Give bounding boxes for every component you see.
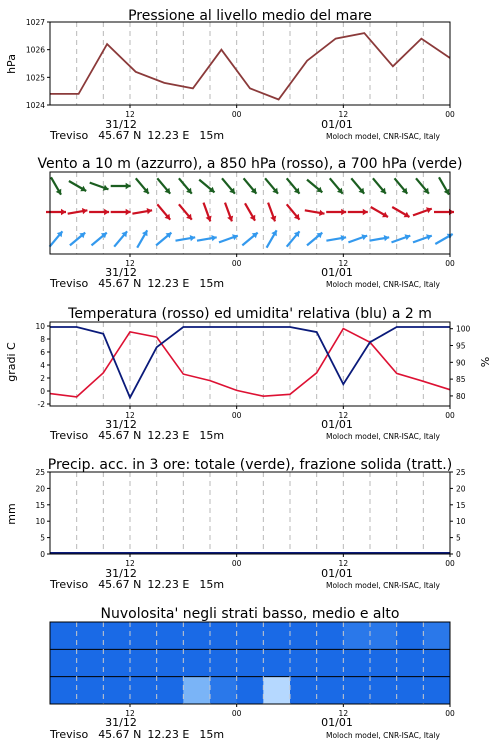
temperature-location: Treviso 45.67 N 12.23 E 15m	[50, 429, 225, 442]
cloud-cell	[317, 677, 344, 704]
cloud-date-2: 01/01	[321, 716, 353, 729]
cloud-cell	[183, 649, 210, 676]
wind-700-arrow	[265, 178, 278, 193]
y-tick-label: 100	[456, 324, 471, 334]
wind-850-arrow	[371, 207, 388, 217]
cloud-cell	[317, 649, 344, 676]
x-tick-label: 00	[231, 559, 242, 568]
wind-700-arrow	[51, 177, 61, 194]
cloud-cell	[50, 622, 77, 649]
x-tick-label: 00	[231, 411, 242, 420]
cloud-cell	[343, 677, 370, 704]
x-tick-label: 00	[231, 259, 242, 268]
temperature-x-ticks	[125, 406, 455, 420]
cloud-cell	[397, 622, 424, 649]
y-tick-label: 85	[456, 375, 466, 385]
wind-850-arrow	[268, 203, 276, 222]
pressure-x-ticks	[125, 105, 455, 119]
wind-date-1: 31/12	[105, 266, 137, 279]
y-tick-label: 2	[40, 374, 45, 383]
precip-location: Treviso 45.67 N 12.23 E 15m	[50, 578, 225, 591]
cloud-cell	[50, 649, 77, 676]
cloud-title: Nuvolosita' negli strati basso, medio e alto	[100, 606, 400, 622]
wind-850-arrow	[287, 204, 300, 219]
wind-700-arrow	[330, 178, 343, 193]
wind-10m-arrow	[392, 234, 411, 242]
wind-date-2: 01/01	[321, 266, 353, 279]
wind-850-arrow	[132, 208, 152, 214]
x-tick-label: 00	[445, 110, 455, 119]
pressure-series	[50, 33, 450, 99]
precip-grid	[77, 472, 424, 554]
humidity-y-ticks	[450, 325, 471, 401]
x-tick-label: 00	[445, 411, 455, 420]
y-tick-label: 0	[40, 387, 45, 396]
wind-700-arrow	[136, 178, 149, 193]
precip-date-2: 01/01	[321, 567, 353, 580]
cloud-cell	[130, 649, 157, 676]
y-tick-label: 1026	[25, 45, 45, 55]
cloud-cell	[423, 677, 450, 704]
y-tick-label: 0	[40, 550, 45, 559]
wind-700-arrow	[307, 180, 322, 193]
x-tick-label: 12	[338, 110, 349, 119]
cloud-cell	[317, 622, 344, 649]
wind-700-arrow	[90, 183, 109, 191]
y-tick-label: 20	[456, 484, 466, 494]
x-tick-label: 12	[338, 709, 349, 718]
cloud-cell	[237, 649, 264, 676]
pressure-y-ticks	[26, 18, 50, 110]
wind-10m-arrow	[267, 230, 277, 247]
cloud-location: Treviso 45.67 N 12.23 E 15m	[50, 728, 225, 741]
cloud-model-credit: Moloch model, CNR-ISAC, Italy	[326, 731, 440, 740]
wind-10m-arrow	[242, 233, 257, 246]
pressure-date-2: 01/01	[321, 118, 353, 131]
wind-10m-arrow	[307, 233, 322, 246]
x-tick-label: 00	[445, 709, 455, 718]
cloud-cell	[423, 622, 450, 649]
cloud-cell	[290, 649, 317, 676]
wind-850-arrow	[348, 209, 368, 215]
cloud-panel	[49, 606, 455, 741]
pressure-title: Pressione al livello medio del mare	[128, 8, 372, 24]
wind-10m-arrow	[370, 235, 390, 241]
wind-10m-arrow	[176, 235, 196, 241]
cloud-cell	[77, 649, 104, 676]
cloud-cells	[50, 622, 451, 704]
cloud-date-1: 31/12	[105, 716, 137, 729]
cloud-cell	[103, 649, 130, 676]
cloud-cell	[183, 677, 210, 704]
wind-arrows	[46, 177, 454, 247]
x-tick-label: 00	[445, 259, 455, 268]
wind-700-arrow	[111, 183, 131, 189]
precip-plot-frame	[50, 472, 450, 554]
wind-850-arrow	[68, 208, 88, 214]
cloud-x-ticks	[125, 704, 455, 718]
precip-panel	[5, 457, 466, 591]
cloud-cell	[157, 649, 184, 676]
cloud-cell	[210, 677, 237, 704]
wind-850-arrow	[89, 209, 109, 215]
x-tick-label: 00	[445, 559, 455, 568]
pressure-ylabel: hPa	[5, 54, 18, 74]
cloud-cell	[237, 622, 264, 649]
wind-10m-arrow	[219, 234, 238, 242]
pressure-panel	[5, 8, 455, 142]
precip-title: Precip. acc. in 3 ore: totale (verde), frazione solida (tratt.)	[47, 457, 453, 473]
precip-ylabel: mm	[5, 503, 18, 525]
temperature-y-ticks	[35, 322, 50, 409]
wind-title: Vento a 10 m (azzurro), a 850 hPa (rosso), a 700 hPa (verde)	[37, 156, 463, 172]
wind-700-arrow	[199, 180, 214, 193]
wind-700-arrow	[373, 178, 386, 193]
cloud-cell	[343, 649, 370, 676]
temperature-humidity-series	[50, 327, 450, 398]
temperature-date-1: 31/12	[105, 418, 137, 431]
x-tick-label: 12	[125, 411, 135, 420]
precip-y-ticks-right	[450, 468, 466, 559]
wind-850-arrow	[157, 204, 170, 219]
y-tick-label: 10	[35, 322, 45, 331]
x-tick-label: 12	[125, 110, 135, 119]
wind-10m-arrow	[197, 235, 217, 241]
wind-700-arrow	[179, 178, 192, 193]
x-tick-label: 12	[338, 559, 349, 568]
y-tick-label: 10	[35, 517, 45, 527]
wind-10m-arrow	[156, 233, 171, 246]
y-tick-label: 80	[456, 391, 466, 401]
y-tick-label: 5	[40, 533, 45, 543]
cloud-cell	[423, 649, 450, 676]
humidity-ylabel: %	[479, 356, 492, 368]
wind-10m-arrow	[287, 231, 300, 246]
wind-850-arrow	[413, 207, 432, 215]
precip-model-credit: Moloch model, CNR-ISAC, Italy	[326, 581, 440, 590]
cloud-cell	[397, 677, 424, 704]
cloud-cell	[103, 622, 130, 649]
wind-700-arrow	[416, 178, 429, 193]
cloud-cell	[343, 622, 370, 649]
y-tick-label: 25	[456, 468, 466, 477]
wind-700-arrow	[69, 181, 86, 191]
wind-700-arrow	[351, 178, 364, 193]
cloud-cell	[370, 622, 397, 649]
y-tick-label: 1027	[25, 18, 45, 27]
y-tick-label: 8	[40, 335, 45, 344]
wind-10m-arrow	[137, 230, 147, 247]
wind-850-arrow	[245, 203, 255, 220]
wind-model-credit: Moloch model, CNR-ISAC, Italy	[326, 280, 440, 289]
wind-10m-arrow	[348, 234, 367, 242]
cloud-cell	[50, 677, 77, 704]
temperature-line	[50, 329, 450, 397]
y-tick-label: -2	[37, 400, 45, 409]
y-tick-label: 20	[35, 484, 45, 494]
wind-850-arrow	[179, 204, 192, 219]
y-tick-label: 15	[456, 500, 466, 510]
pressure-model-credit: Moloch model, CNR-ISAC, Italy	[326, 132, 440, 141]
wind-700-arrow	[244, 178, 257, 193]
cloud-cell	[370, 677, 397, 704]
cloud-cell	[237, 677, 264, 704]
pressure-grid	[77, 22, 424, 105]
wind-850-arrow	[434, 209, 454, 215]
y-tick-label: 6	[40, 348, 45, 357]
cloud-cell	[370, 649, 397, 676]
wind-location: Treviso 45.67 N 12.23 E 15m	[50, 277, 225, 290]
wind-10m-arrow	[50, 231, 63, 246]
precip-date-1: 31/12	[105, 567, 137, 580]
cloud-cell	[157, 677, 184, 704]
wind-850-arrow	[305, 210, 325, 216]
y-tick-label: 0	[456, 550, 461, 559]
x-tick-label: 12	[338, 411, 349, 420]
y-tick-label: 95	[456, 341, 466, 351]
cloud-cell	[103, 677, 130, 704]
y-tick-label: 5	[456, 533, 461, 543]
precip-x-ticks	[125, 554, 455, 568]
cloud-cell	[263, 677, 290, 704]
x-tick-label: 12	[125, 709, 135, 718]
y-tick-label: 1025	[25, 73, 45, 83]
cloud-cell	[210, 622, 237, 649]
precip-y-ticks	[35, 468, 50, 559]
wind-panel	[37, 156, 462, 290]
wind-x-ticks	[125, 254, 455, 268]
wind-700-arrow	[222, 178, 235, 193]
x-tick-label: 00	[231, 110, 242, 119]
wind-10m-arrow	[92, 233, 107, 246]
x-tick-label: 12	[338, 259, 349, 268]
x-tick-label: 12	[125, 559, 135, 568]
cloud-cell	[397, 649, 424, 676]
wind-10m-arrow	[413, 234, 432, 242]
pressure-location: Treviso 45.67 N 12.23 E 15m	[50, 129, 225, 142]
cloud-cell	[290, 622, 317, 649]
x-tick-label: 00	[231, 709, 242, 718]
wind-850-arrow	[392, 207, 409, 217]
wind-700-arrow	[439, 177, 449, 194]
cloud-cell	[263, 649, 290, 676]
pressure-line	[50, 33, 450, 99]
cloud-cell	[210, 649, 237, 676]
y-tick-label: 1024	[25, 101, 45, 110]
y-tick-label: 90	[456, 358, 466, 368]
wind-850-arrow	[225, 203, 233, 222]
wind-10m-arrow	[114, 231, 127, 246]
x-tick-label: 12	[125, 259, 135, 268]
y-tick-label: 25	[35, 468, 45, 477]
temperature-ylabel: gradi C	[5, 342, 18, 382]
cloud-cell	[290, 677, 317, 704]
wind-700-arrow	[287, 178, 300, 193]
cloud-cell	[77, 622, 104, 649]
temperature-model-credit: Moloch model, CNR-ISAC, Italy	[326, 432, 440, 441]
cloud-cell	[130, 677, 157, 704]
cloud-cell	[263, 622, 290, 649]
wind-10m-arrow	[70, 233, 85, 246]
cloud-cell	[157, 622, 184, 649]
temperature-panel	[5, 306, 492, 442]
y-tick-label: 10	[456, 517, 466, 527]
cloud-cell	[130, 622, 157, 649]
pressure-date-1: 31/12	[105, 118, 137, 131]
y-tick-label: 15	[35, 500, 45, 510]
y-tick-label: 4	[40, 361, 45, 370]
cloud-cell	[183, 622, 210, 649]
temperature-date-2: 01/01	[321, 418, 353, 431]
cloud-cell	[77, 677, 104, 704]
temperature-title: Temperatura (rosso) ed umidita' relativa (blu) a 2 m	[68, 306, 432, 322]
wind-850-arrow	[111, 209, 131, 215]
wind-850-arrow	[46, 209, 66, 215]
wind-700-arrow	[157, 178, 170, 193]
